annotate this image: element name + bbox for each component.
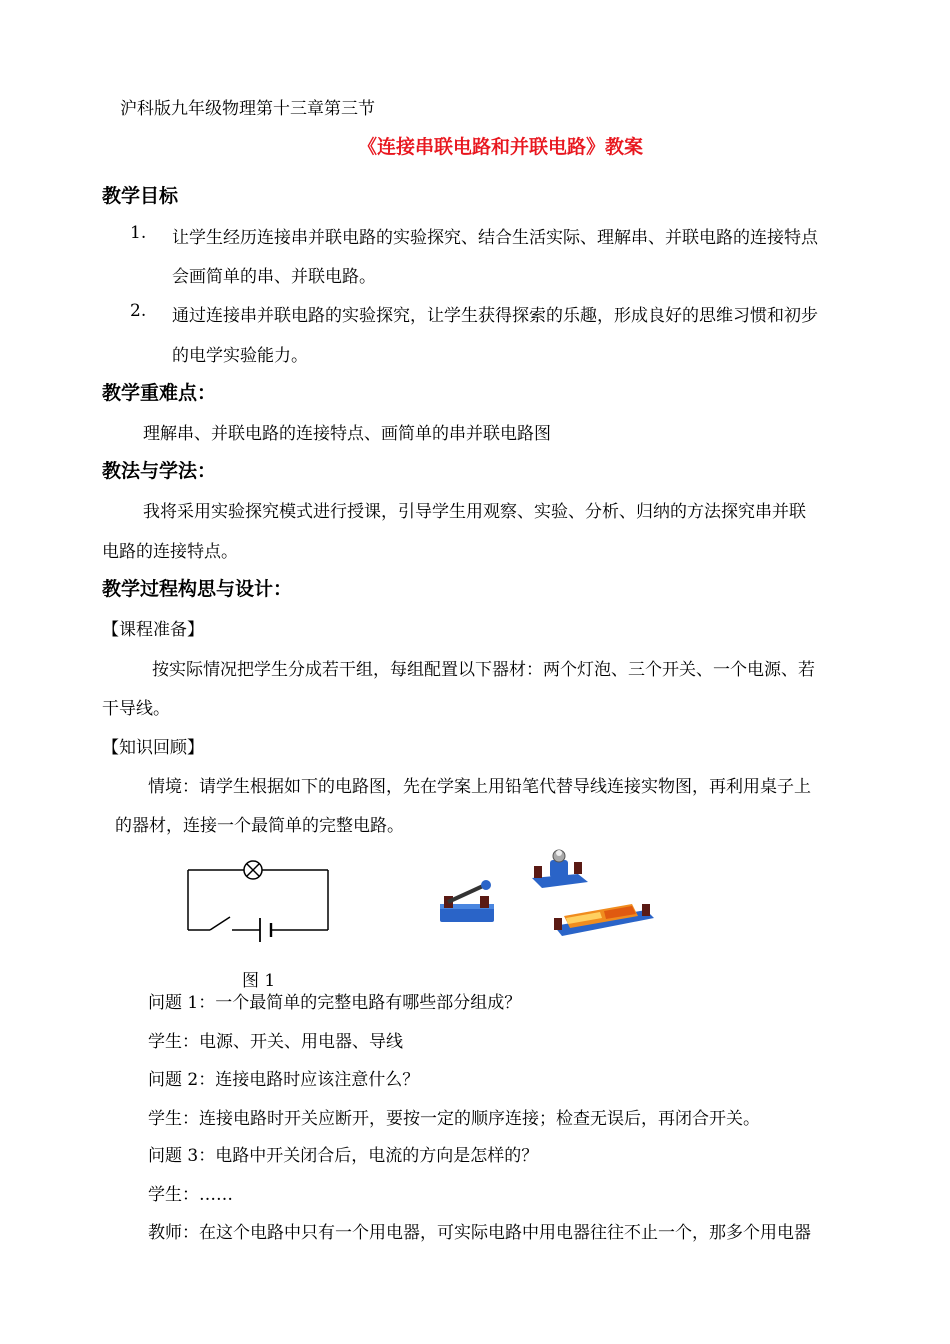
review-line1: 情境：请学生根据如下的电路图，先在学案上用铅笔代替导线连接实物图，再利用桌子上 [148, 777, 811, 797]
objective-2-number: 2. [130, 301, 147, 321]
answer-3: 学生：…… [148, 1185, 233, 1205]
objective-1-line1: 让学生经历连接串并联电路的实验探究、结合生活实际、理解串、并联电路的连接特点 [172, 228, 818, 248]
question-3: 问题 3：电路中开关闭合后，电流的方向是怎样的？ [148, 1146, 539, 1166]
switch-symbol [210, 917, 230, 930]
objective-1-line2: 会画简单的串、并联电路。 [172, 267, 376, 287]
page-title: 《连接串联电路和并联电路》教案 [358, 136, 644, 158]
bulb-holder-illustration [528, 846, 593, 894]
question-2: 问题 2：连接电路时应该注意什么？ [148, 1070, 420, 1090]
answer-2: 学生：连接电路时开关应断开，要按一定的顺序连接；检查无误后，再闭合开关。 [148, 1109, 760, 1129]
objective-2-line1: 通过连接串并联电路的实验探究，让学生获得探索的乐趣，形成良好的思维习惯和初步 [172, 306, 818, 326]
question-1: 问题 1：一个最简单的完整电路有哪些部分组成？ [148, 993, 522, 1013]
figure-caption: 图 1 [242, 971, 276, 991]
process-heading: 教学过程构思与设计： [102, 578, 293, 600]
prep-line2: 干导线。 [102, 699, 170, 719]
review-line2: 的器材，连接一个最简单的完整电路。 [115, 816, 404, 836]
methods-line2: 电路的连接特点。 [102, 542, 238, 562]
battery-box-illustration [550, 896, 660, 944]
objective-2-line2: 的电学实验能力。 [172, 346, 308, 366]
prep-label: 【课程准备】 [102, 620, 204, 640]
review-label: 【知识回顾】 [102, 738, 204, 758]
keypoints-text: 理解串、并联电路的连接特点、画简单的串并联电路图 [143, 424, 551, 444]
prep-line1: 按实际情况把学生分成若干组，每组配置以下器材：两个灯泡、三个开关、一个电源、若 [152, 660, 815, 680]
circuit-diagram [184, 856, 334, 946]
answer-1: 学生：电源、开关、用电器、导线 [148, 1032, 403, 1052]
objective-1-number: 1. [130, 223, 147, 243]
methods-heading: 教法与学法： [102, 460, 217, 482]
switch-device-illustration [436, 876, 506, 926]
keypoints-heading: 教学重难点： [102, 382, 217, 404]
teacher-remark: 教师：在这个电路中只有一个用电器，可实际电路中用电器往往不止一个，那多个用电器 [148, 1223, 811, 1243]
subtitle: 沪科版九年级物理第十三章第三节 [120, 99, 375, 119]
methods-line1: 我将采用实验探究模式进行授课，引导学生用观察、实验、分析、归纳的方法探究串并联 [143, 502, 806, 522]
objectives-heading: 教学目标 [102, 185, 179, 207]
